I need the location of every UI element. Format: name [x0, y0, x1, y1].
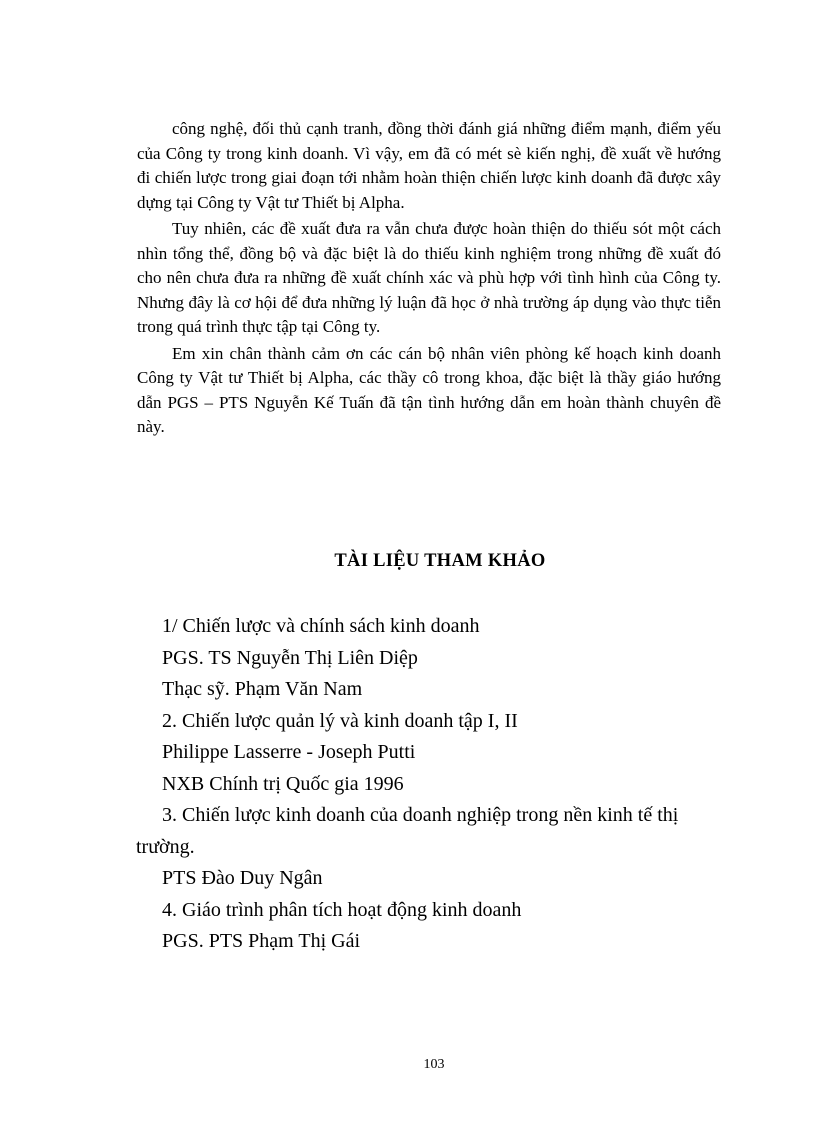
paragraph-2: Tuy nhiên, các đề xuất đưa ra vẫn chưa được hoàn thiện do thiếu sót một cách nhìn tổng thể, đồng bộ và đặc biệt là do thiếu kinh nghiệm trong những đề xuất đó cho nên chưa đưa ra những đề xuất chính xác và phù hợp với tình hình của Công ty. Nhưng đây là cơ hội để đưa những lý luận đã học ở nhà trường áp dụng vào thực tiễn trong quá trình thực tập tại Công ty.	[137, 219, 721, 336]
reference-line: PTS Đào Duy Ngân	[162, 867, 323, 889]
paragraph-1: công nghệ, đối thủ cạnh tranh, đồng thời đánh giá những điểm mạnh, điểm yếu của Công ty trong kinh doanh. Vì vậy, em đã có mét sè kiến nghị, đề xuất về hướng đi chiến lược trong giai đoạn tới nhằm hoàn thiện chiến lược kinh doanh đã được xây dựng tại Công ty Vật tư Thiết bị Alpha.	[137, 119, 721, 212]
reference-line: PGS. PTS Phạm Thị Gái	[162, 930, 360, 952]
reference-line: NXB Chính trị Quốc gia 1996	[162, 772, 404, 795]
references-heading: TÀI LIỆU THAM KHẢO	[334, 551, 546, 571]
reference-line: 4. Giáo trình phân tích hoạt động kinh doanh	[162, 898, 522, 921]
reference-line: 1/ Chiến lược và chính sách kinh doanh	[162, 615, 480, 637]
conclusion-text	[137, 117, 721, 442]
reference-line: 2. Chiến lược quản lý và kinh doanh tập I, II	[162, 709, 518, 732]
reference-line: Philippe Lasserre - Joseph Putti	[162, 741, 416, 763]
reference-line-wrapped: 3. Chiến lược kinh doanh của doanh nghiệp trong nền kinh tế thị trường.	[136, 804, 679, 858]
paragraph-3: Em xin chân thành cảm ơn các cán bộ nhân viên phòng kế hoạch kinh doanh Công ty Vật tư Thiết bị Alpha, các thầy cô trong khoa, đặc biệt là thầy giáo hướng dẫn PGS – PTS Nguyễn Kế Tuấn đã tận tình hướng dẫn em hoàn thành chuyên đề này.	[137, 343, 721, 436]
reference-line: Thạc sỹ. Phạm Văn Nam	[162, 678, 363, 700]
page-number: 103	[423, 1057, 445, 1072]
reference-line: PGS. TS Nguyễn Thị Liên Diệp	[162, 646, 418, 669]
references-list	[136, 611, 722, 958]
